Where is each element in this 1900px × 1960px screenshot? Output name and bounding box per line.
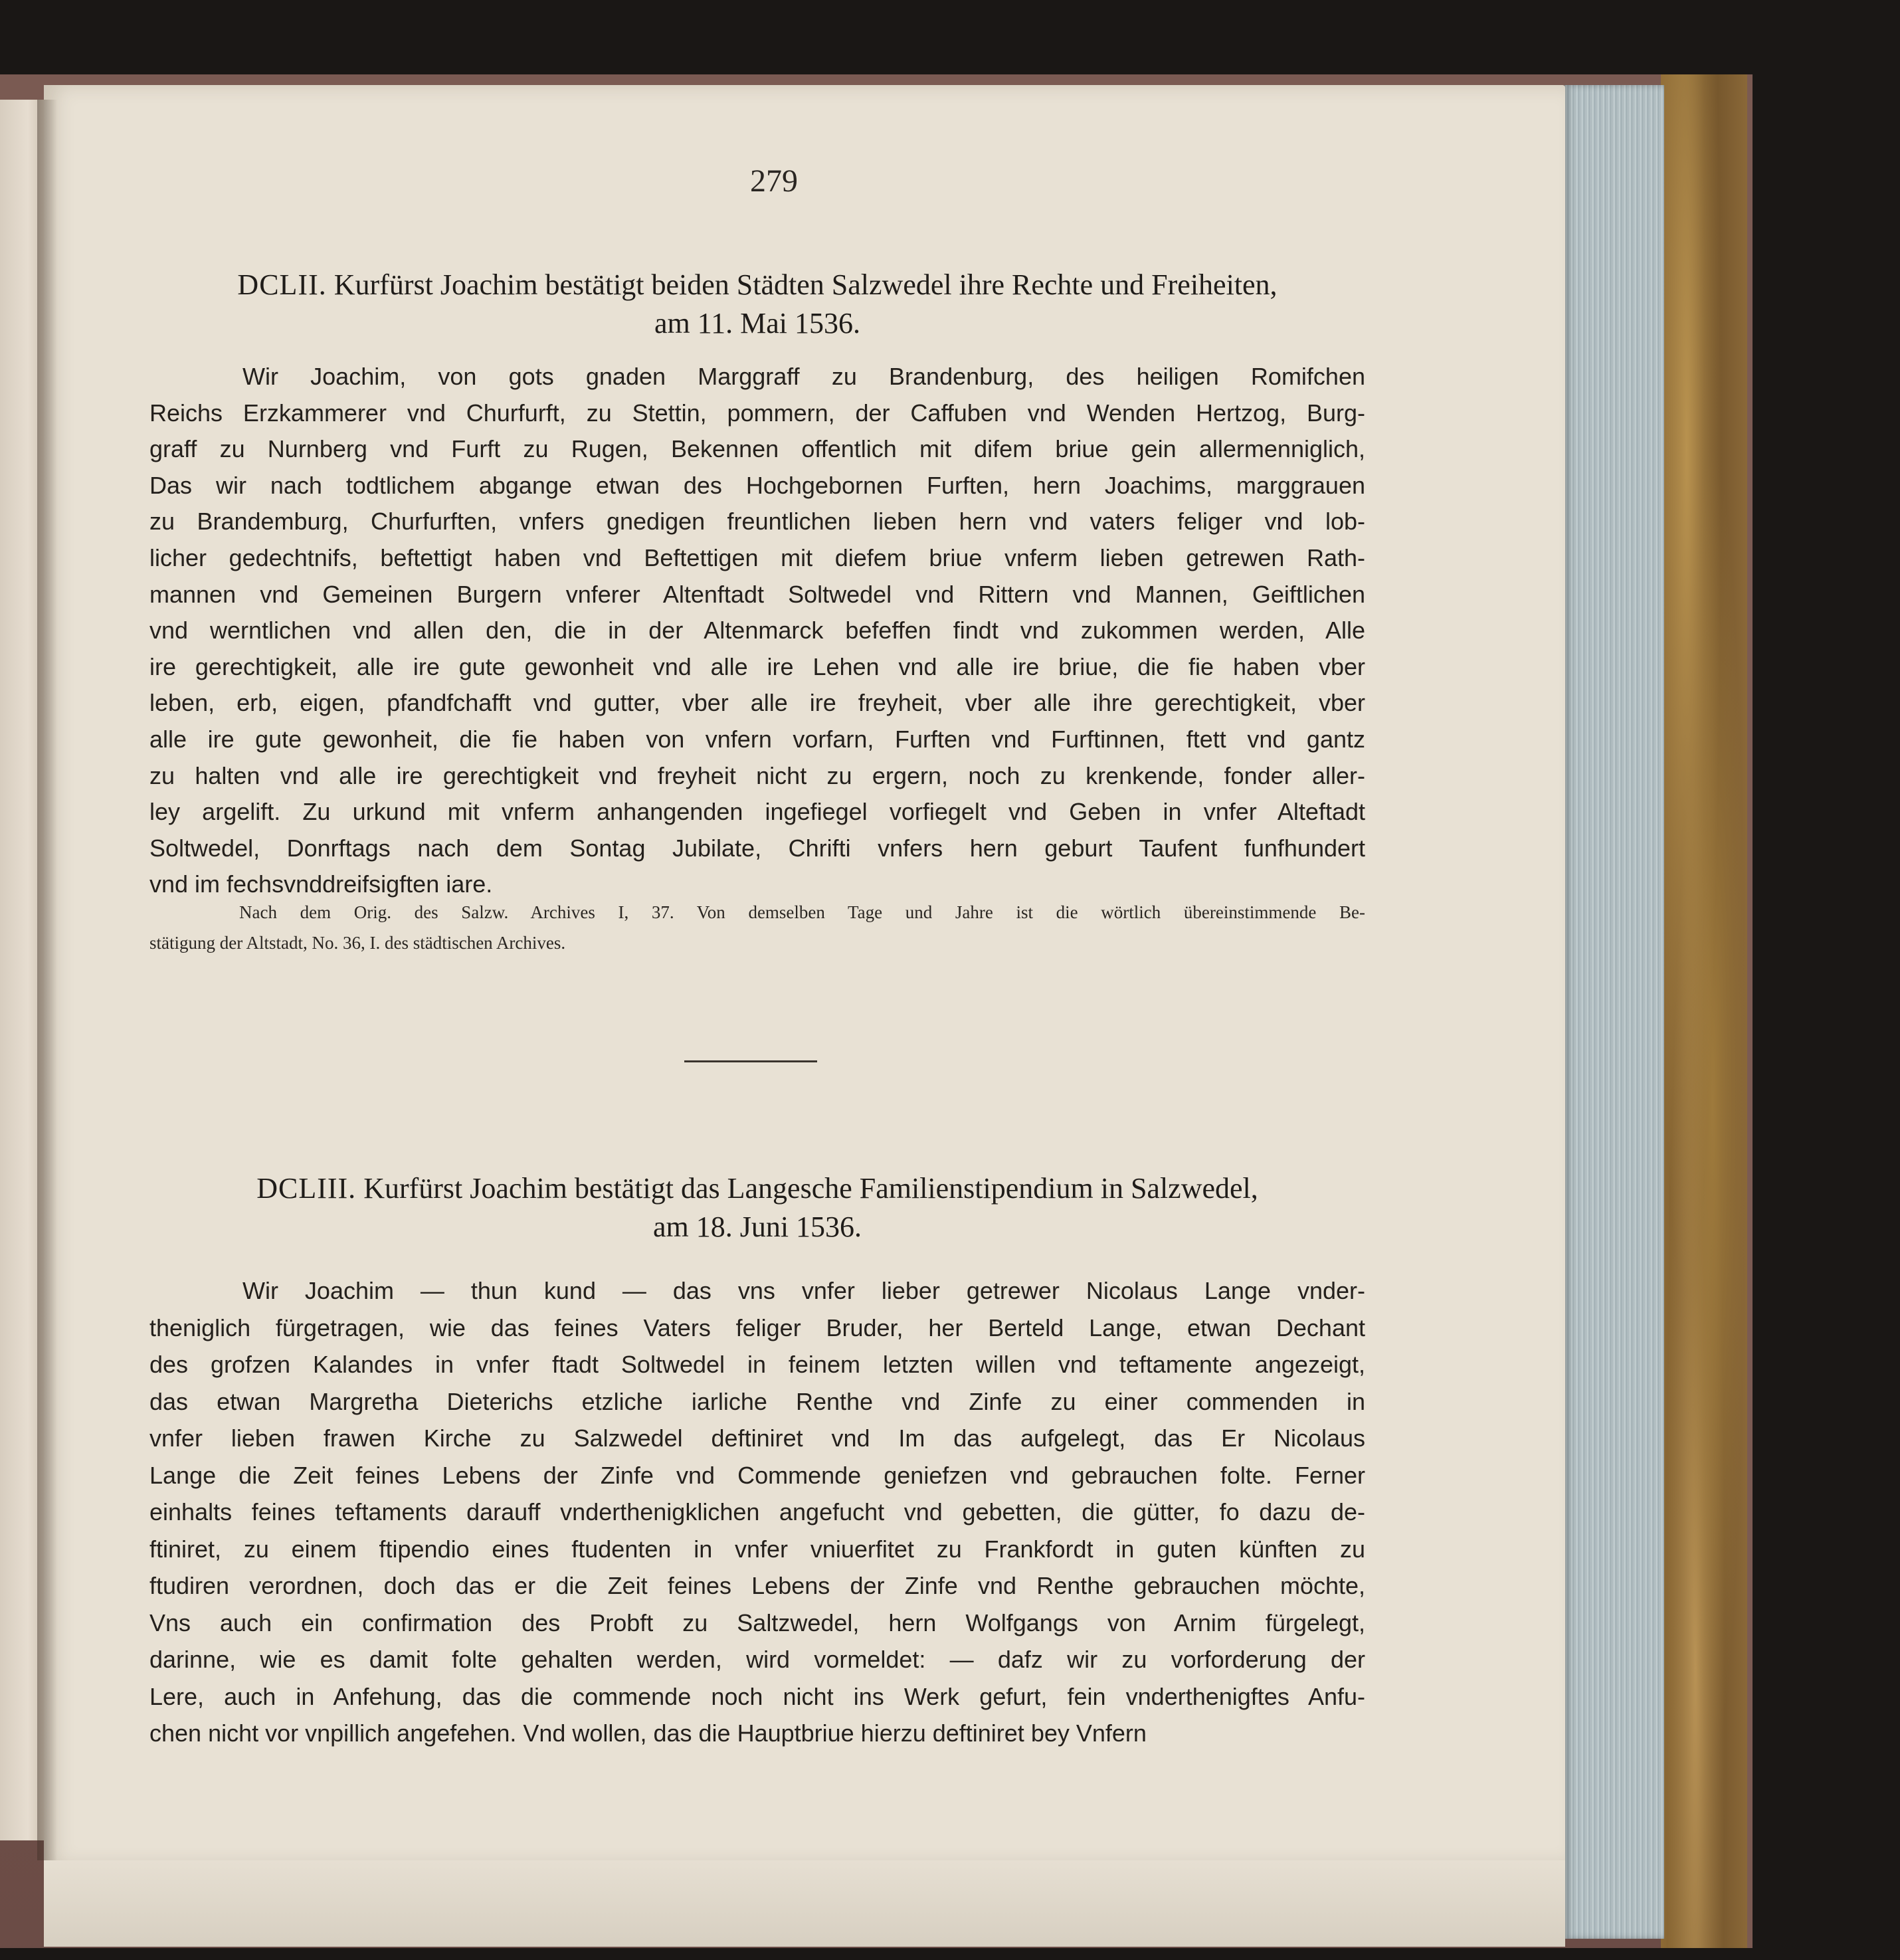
doc2-body-line: Lere, auch in Anfehung, das die commende noch nicht ins Werk gefurt, fein vnderthenigftes Anfu-: [149, 1682, 1365, 1710]
section-divider: [684, 1060, 817, 1062]
doc1-source-note: [149, 897, 1365, 958]
doc2-body-line: vnfer lieben frawen Kirche zu Salzwedel deftiniret vnd Im das aufgelegt, das Er Nicolaus: [149, 1424, 1365, 1452]
doc1-body-line: licher gedechtnifs, beftettigt haben vnd Beftettigen mit diefem briue vnferm lieben getrewen Rath-: [149, 543, 1365, 571]
doc1-note-line: Nach dem Orig. des Salzw. Archives I, 37. Von demselben Tage und Jahre ist die wörtlich übereinstimmende Be-: [239, 902, 1365, 922]
doc2-body-line: ftudiren verordnen, doch das er die Zeit feines Lebens der Zinfe vnd Renthe gebrauchen möchte,: [149, 1572, 1365, 1599]
doc2-body-line: Wir Joachim — thun kund — das vns vnfer lieber getrewer Nicolaus Lange vnder-: [242, 1277, 1365, 1304]
doc2-body-line: das etwan Margretha Dieterichs etzliche iarliche Renthe vnd Zinfe zu einer commenden in: [149, 1387, 1365, 1415]
page-edges: [1565, 85, 1664, 1939]
page-lower-margin: [44, 1860, 1565, 1947]
doc1-body-line: ire gerechtigkeit, alle ire gute gewonheit vnd alle ire Lehen vnd alle ire briue, die fie haben vber: [149, 652, 1365, 680]
doc2-body: [149, 1272, 1365, 1752]
doc1-title-line1: [149, 266, 1365, 304]
doc1-number: DCLII.: [237, 268, 327, 301]
doc2-body-line: theniglich fürgetragen, wie das feines Vaters feliger Bruder, her Berteld Lange, etwan Dechant: [149, 1314, 1365, 1341]
doc2-body-line: des grofzen Kalandes in vnfer ftadt Soltwedel in feinem letzten willen vnd teftamente angezeigt,: [149, 1351, 1365, 1378]
doc1-body-line: Soltwedel, Donrftags nach dem Sontag Jubilate, Chrifti vnfers hern geburt Taufent funfhundert: [149, 834, 1365, 862]
doc2-title: Kurfürst Joachim bestätigt das Langesche Familienstipendium in Salzwedel,: [363, 1172, 1258, 1205]
doc1-body-line: Reichs Erzkammerer vnd Churfurft, zu Stettin, pommern, der Caffuben vnd Wenden Hertzog, Burg-: [149, 399, 1365, 427]
doc2-body-line: Lange die Zeit feines Lebens der Zinfe vnd Commende geniefzen vnd gebrauchen folte. Ferner: [149, 1461, 1365, 1489]
doc2-number: DCLIII.: [256, 1172, 357, 1205]
doc2-body-line: einhalts feines teftaments darauff vnderthenigklichen angefucht vnd gebetten, die gütter, fo dazu de-: [149, 1498, 1365, 1525]
doc1-title: Kurfürst Joachim bestätigt beiden Städten Salzwedel ihre Rechte und Freiheiten,: [333, 268, 1278, 301]
doc2-body-line: darinne, wie es damit folte gehalten werden, wird vormeldet: — dafz wir zu vorforderung der: [149, 1646, 1365, 1673]
doc1-body-line: leben, erb, eigen, pfandfchafft vnd gutter, vber alle ire freyheit, vber alle ihre gerechtigkeit, vber: [149, 689, 1365, 717]
doc1-note-line: stätigung der Altstadt, No. 36, I. des städtischen Archives.: [149, 933, 566, 953]
doc2-body-line: Vns auch ein confirmation des Probft zu Saltzwedel, hern Wolfgangs von Arnim fürgelegt,: [149, 1609, 1365, 1636]
doc1-body: [149, 359, 1365, 903]
doc1-date: am 11. Mai 1536.: [654, 307, 860, 340]
doc1-body-line: ley argelift. Zu urkund mit vnferm anhangenden ingefiegel vorfiegelt vnd Geben in vnfer Alteftadt: [149, 798, 1365, 826]
gutter-shadow: [37, 100, 57, 1860]
doc1-body-line: zu halten vnd alle ire gerechtigkeit vnd freyheit nicht zu ergern, noch zu krenkende, fonder aller-: [149, 761, 1365, 789]
doc1-body-line: zu Brandemburg, Churfurften, vnfers gnedigen freuntlichen lieben hern vnd vaters feliger vnd lob-: [149, 508, 1365, 536]
doc1-body-line: alle ire gute gewonheit, die fie haben von vnfern vorfarn, Furften vnd Furftinnen, ftett vnd gantz: [149, 725, 1365, 753]
doc1-body-line: vnd werntlichen vnd allen den, die in der Altenmarck befeffen findt vnd zukommen werden, Alle: [149, 617, 1365, 644]
doc2-date: am 18. Juni 1536.: [652, 1211, 862, 1243]
doc1-body-line: Wir Joachim, von gots gnaden Marggraff zu Brandenburg, des heiligen Romifchen: [242, 363, 1365, 390]
doc1-heading: [149, 266, 1365, 343]
doc2-heading: [149, 1169, 1365, 1246]
doc1-body-line: Das wir nach todtlichem abgange etwan des Hochgebornen Furften, hern Joachims, marggrauen: [149, 471, 1365, 499]
marbled-cover-edge: [1661, 74, 1753, 1948]
page-number: 279: [750, 163, 798, 199]
doc1-body-line: vnd im fechsvnddreifsigften iare.: [149, 870, 493, 898]
doc1-body-line: graff zu Nurnberg vnd Furft zu Rugen, Bekennen offentlich mit difem briue gein allermenniglich,: [149, 435, 1365, 463]
doc1-body-line: mannen vnd Gemeinen Burgern vnferer Altenftadt Soltwedel vnd Rittern vnd Mannen, Geiftlichen: [149, 580, 1365, 608]
doc2-title-line1: [149, 1169, 1365, 1208]
doc2-body-line: chen nicht vor vnpillich angefehen. Vnd wollen, das die Hauptbriue hierzu deftiniret bey Vnfern: [149, 1719, 1147, 1747]
doc2-body-line: ftiniret, zu einem ftipendio eines ftudenten in vnfer vniuerfitet zu Frankfordt in guten künften zu: [149, 1535, 1365, 1563]
